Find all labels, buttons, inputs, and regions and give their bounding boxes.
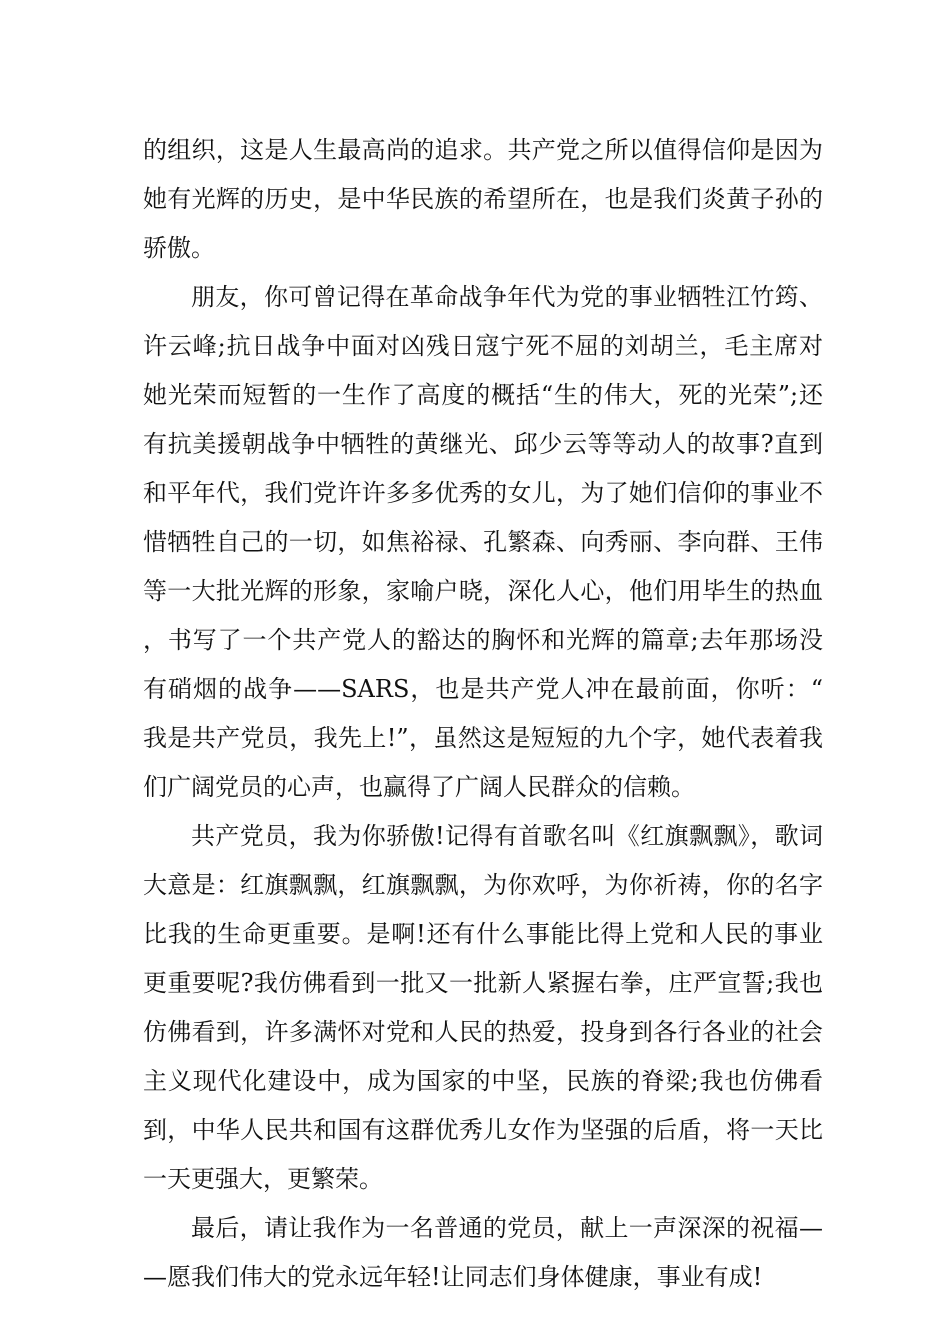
document-body [143, 126, 823, 1302]
paragraph-pride-in-party: 共产党员，我为你骄傲!记得有首歌名叫《红旗飘飘》，歌词大意是：红旗飘飘，红旗飘飘，为你欢呼，为你祈祷，你的名字比我的生命更重要。是啊!还有什么事能比得上党和人民的事业更重要呢?我仿佛看到一批又一批新人紧握右拳，庄严宣誓;我也仿佛看到，许多满怀对党和人民的热爱，投身到各行各业的社会主义现代化建设中，成为国家的中坚，民族的脊梁;我也仿佛看到，中华人民共和国有这群优秀儿女作为坚强的后盾，将一天比一天更强大，更繁荣。 [143, 822, 823, 1193]
paragraph-revolutionary-heroes: 朋友，你可曾记得在革命战争年代为党的事业牺牲江竹筠、许云峰;抗日战争中面对凶残日寇宁死不屈的刘胡兰，毛主席对她光荣而短暂的一生作了高度的概括“生的伟大，死的光荣”;还有抗美援朝战争中牺牲的黄继光、邱少云等等动人的故事?直到和平年代，我们党许许多多优秀的女儿，为了她们信仰的事业不惜牺牲自己的一切，如焦裕禄、孔繁森、向秀丽、李向群、王伟等一大批光辉的形象，家喻户晓，深化人心，他们用毕生的热血，书写了一个共产党人的豁达的胸怀和光辉的篇章;去年那场没有硝烟的战争——SARS，也是共产党人冲在最前面，你听：“我是共产党员，我先上!”，虽然这是短短的九个字，她代表着我们广阔党员的心声，也赢得了广阔人民群众的信赖。 [143, 283, 823, 801]
paragraph-closing-blessing: 最后，请让我作为一名普通的党员，献上一声深深的祝福——愿我们伟大的党永远年轻!让同志们身体健康，事业有成! [143, 1214, 823, 1291]
paragraph-continuation: 的组织，这是人生最高尚的追求。共产党之所以值得信仰是因为她有光辉的历史，是中华民族的希望所在，也是我们炎黄子孙的骄傲。 [143, 136, 823, 262]
